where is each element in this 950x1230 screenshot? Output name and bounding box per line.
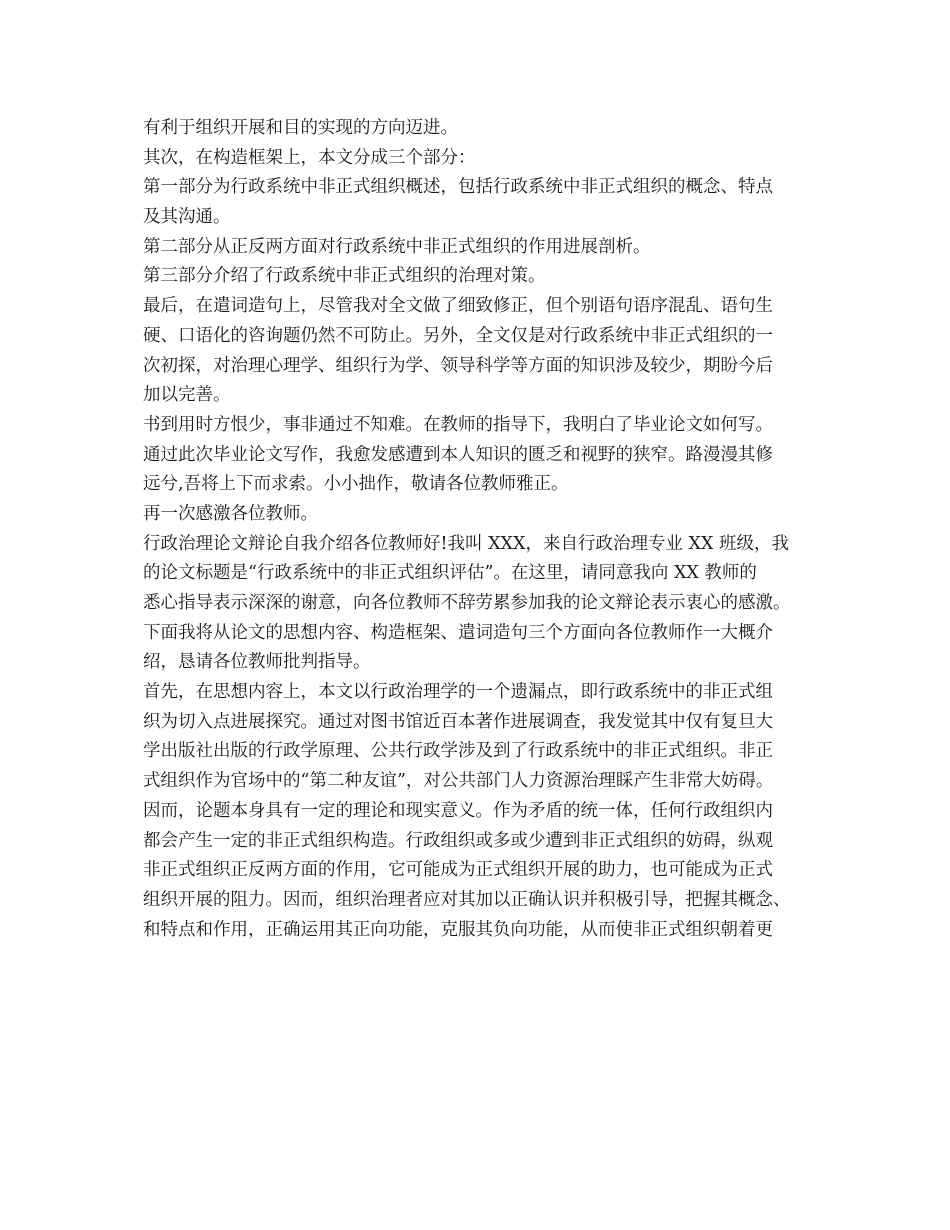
text-line: 远兮,吾将上下而求索。小小拙作，敬请各位教师雅正。	[143, 474, 569, 495]
text-line: 及其沟通。	[143, 207, 231, 228]
text-line: 硬、口语化的咨询题仍然不可防止。另外，全文仅是对行政系统中非正式组织的一	[143, 325, 773, 346]
text-line: 因而，论题本身具有一定的理论和现实意义。作为矛盾的统一体，任何行政组织内	[143, 800, 773, 821]
text-line: 首先，在思想内容上，本文以行政治理学的一个遗漏点，即行政系统中的非正式组	[143, 682, 773, 703]
text-line: 第三部分介绍了行政系统中非正式组织的治理对策。	[143, 266, 546, 287]
text-line: 其次，在构造框架上，本文分成三个部分：	[143, 147, 476, 168]
text-line: 式组织作为官场中的“第二种友谊”，对公共部门人力资源治理睬产生非常大妨碍。	[143, 771, 774, 792]
document-body	[143, 114, 823, 945]
text-line: 悉心指导表示深深的谢意，向各位教师不辞劳累参加我的论文辩论表示衷心的感激。	[143, 593, 791, 613]
text-line: 绍，恳请各位教师批判指导。	[143, 652, 371, 673]
text-line: 有利于组织开展和目的实现的方向迈进。	[143, 118, 458, 138]
text-line: 非正式组织正反两方面的作用，它可能成为正式组织开展的助力，也可能成为正式	[143, 860, 773, 881]
text-line: 组织开展的阻力。因而，组织治理者应对其加以正确认识并积极引导，把握其概念、	[143, 889, 791, 910]
text-line: 再一次感激各位教师。	[143, 503, 318, 524]
text-line: 最后，在遣词造句上，尽管我对全文做了细致修正，但个别语句语序混乱、语句生	[143, 296, 773, 317]
text-line: 第一部分为行政系统中非正式组织概述，包括行政系统中非正式组织的概念、特点	[143, 177, 773, 198]
text-line: 都会产生一定的非正式组织构造。行政组织或多或少遭到非正式组织的妨碍，纵观	[143, 830, 773, 851]
text-line: 行政治理论文辩论自我介绍各位教师好!我叫 XXX，来自行政治理专业 XX 班级，我	[143, 533, 790, 554]
text-line: 和特点和作用，正确运用其正向功能，克服其负向功能，从而使非正式组织朝着更	[143, 919, 773, 940]
text-line: 下面我将从论文的思想内容、构造框架、遣词造句三个方面向各位教师作一大概介	[143, 622, 773, 643]
text-line: 织为切入点进展探究。通过对图书馆近百本著作进展调查，我发觉其中仅有复旦大	[143, 711, 773, 732]
text-line: 学出版社出版的行政学原理、公共行政学涉及到了行政系统中的非正式组织。非正	[143, 741, 773, 762]
text-line: 的论文标题是“行政系统中的非正式组织评估”。在这里，请同意我向 XX 教师的	[143, 563, 757, 584]
text-line: 第二部分从正反两方面对行政系统中非正式组织的作用进展剖析。	[143, 236, 651, 257]
text-line: 次初探，对治理心理学、组织行为学、领导科学等方面的知识涉及较少，期盼今后	[143, 355, 773, 376]
text-line: 书到用时方恨少，事非通过不知难。在教师的指导下，我明白了毕业论文如何写。	[143, 414, 773, 435]
text-line: 通过此次毕业论文写作，我愈发感遭到本人知识的匮乏和视野的狭窄。路漫漫其修	[143, 444, 773, 465]
text-line: 加以完善。	[143, 385, 231, 406]
